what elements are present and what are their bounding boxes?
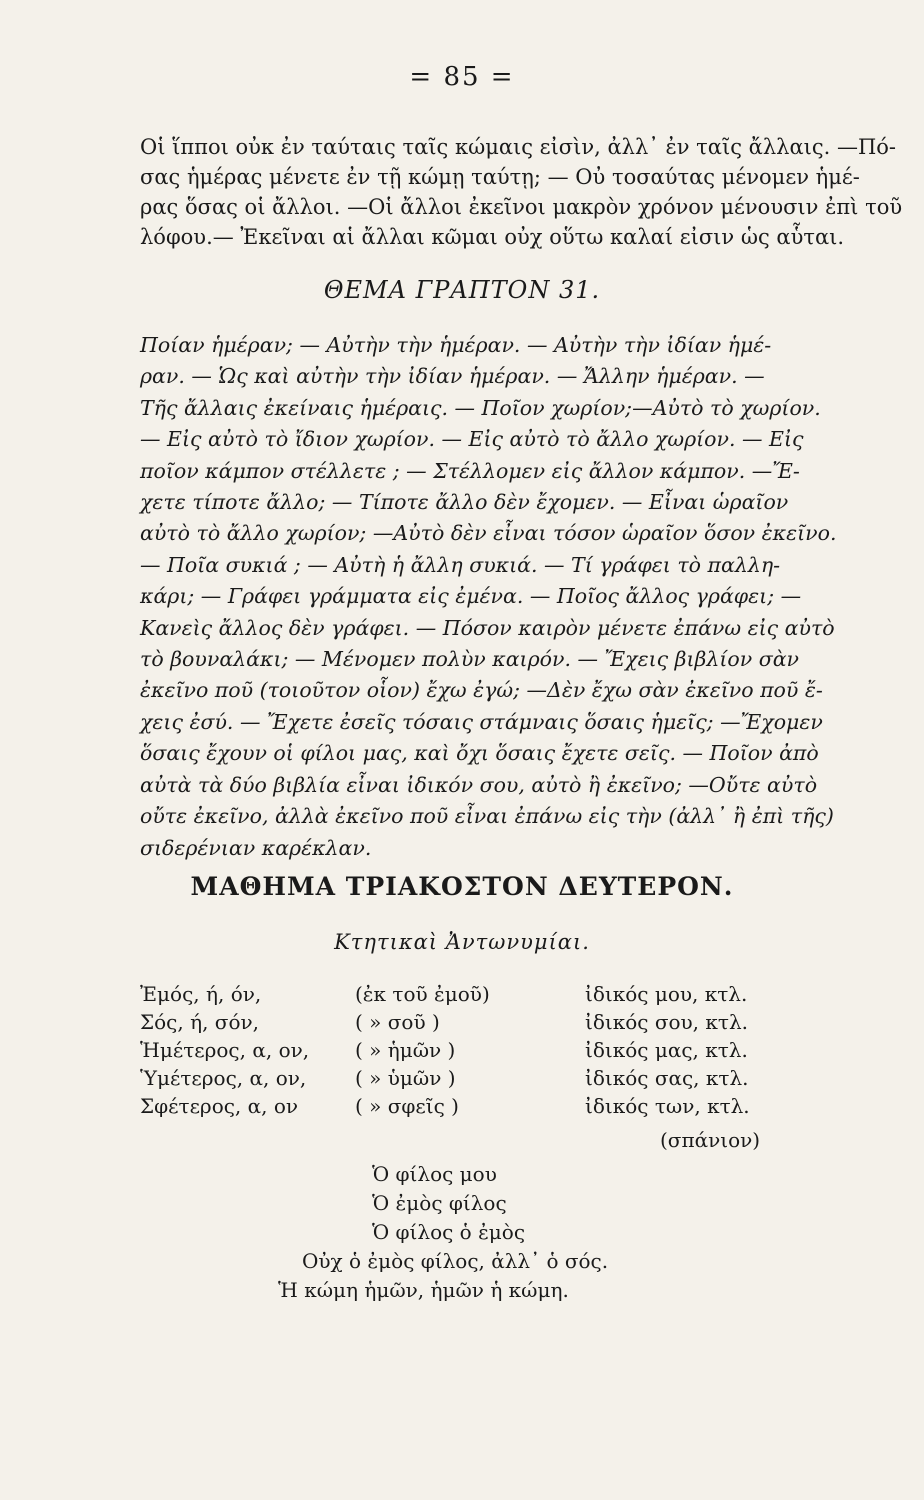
- exercise-line: χετε τίποτε ἄλλο; — Τίποτε ἄλλο δὲν ἔχομεν. — Εἶναι ὡραῖον: [140, 490, 789, 515]
- exercise-paragraph: [140, 330, 837, 864]
- modern-form: ἰδικός μου, κτλ.: [585, 982, 748, 1006]
- intro-paragraph: [140, 132, 903, 252]
- intro-line: σας ἡμέρας μένετε ἐν τῇ κώμῃ ταύτῃ; — Οὐ τοσαύτας μένομεν ἡμέ-: [140, 165, 860, 189]
- exercise-line: — Εἰς αὐτὸ τὸ ἴδιον χωρίον. — Εἰς αὐτὸ τὸ ἄλλο χωρίον. — Εἰς: [140, 427, 804, 452]
- lesson-subtitle: Κτητικαὶ Ἀντωνυμίαι.: [334, 930, 590, 954]
- exercise-line: Ποίαν ἡμέραν; — Αὐτὴν τὴν ἡμέραν. — Αὐτὴν τὴν ἰδίαν ἡμέ-: [140, 333, 772, 357]
- rare-note: (σπάνιον): [660, 1128, 761, 1152]
- intro-line: ρας ὅσας οἱ ἄλλοι. —Οἱ ἄλλοι ἐκεῖνοι μακρὸν χρόνον μένουσιν ἐπὶ τοῦ: [140, 195, 903, 219]
- table-row: [140, 1036, 800, 1064]
- exercise-line: αὐτὰ τὰ δύο βιβλία εἶναι ἰδικόν σου, αὐτὸ ἢ ἐκεῖνο; —Οὔτε αὐτὸ: [140, 772, 818, 797]
- table-row: [140, 1092, 800, 1120]
- exercise-line: ὅσαις ἔχουν οἱ φίλοι μας, καὶ ὄχι ὅσαις ἔχετε σεῖς. — Ποῖον ἀπὸ: [140, 741, 819, 766]
- exercise-line: αὐτὸ τὸ ἄλλο χωρίον; —Αὐτὸ δὲν εἶναι τόσον ὡραῖον ὅσον ἐκεῖνο.: [140, 521, 837, 546]
- exercise-line: ποῖον κάμπον στέλλετε ; — Στέλλομεν εἰς ἄλλον κάμπον. —Ἔ-: [140, 458, 800, 483]
- modern-form: ἰδικός μας, κτλ.: [585, 1038, 748, 1062]
- example-line: Ἡ κώμη ἡμῶν, ἡμῶν ἡ κώμη.: [278, 1278, 569, 1302]
- exercise-heading: ΘΕΜΑ ΓΡΑΠΤΟΝ 31.: [323, 276, 601, 304]
- exercise-line: Κανεὶς ἄλλος δὲν γράφει. — Πόσον καιρὸν μένετε ἐπάνω εἰς αὐτὸ: [140, 615, 835, 640]
- example-line: Ὁ ἐμὸς φίλος: [372, 1191, 507, 1215]
- gloss: ( » ἡμῶν ): [355, 1038, 456, 1062]
- gloss: ( » σοῦ ): [355, 1010, 440, 1034]
- modern-form: ἰδικός σας, κτλ.: [585, 1066, 749, 1090]
- exercise-line: τὸ βουναλάκι; — Μένομεν πολὺν καιρόν. — Ἔχεις βιβλίον σὰν: [140, 647, 800, 672]
- exercise-line: Τῆς ἄλλαις ἐκείναις ἡμέραις. — Ποῖον χωρίον;—Αὐτὸ τὸ χωρίον.: [140, 395, 821, 420]
- pronoun-table: [140, 980, 800, 1120]
- exercise-line: — Ποῖα συκιά ; — Αὐτὴ ἡ ἄλλη συκιά. — Τί γράφει τὸ παλλη-: [140, 552, 781, 577]
- page-number: = 85 =: [409, 62, 515, 92]
- exercise-line: οὔτε ἐκεῖνο, ἀλλὰ ἐκεῖνο ποῦ εἶναι ἐπάνω εἰς τὴν (ἀλλ᾽ ἢ ἐπὶ τῆς): [140, 804, 834, 829]
- intro-line: λόφου.— Ἐκεῖναι αἱ ἄλλαι κῶμαι οὐχ οὕτω καλαί εἰσιν ὡς αὗται.: [140, 225, 845, 249]
- intro-line: Οἱ ἵπποι οὐκ ἐν ταύταις ταῖς κώμαις εἰσὶν, ἀλλ᾽ ἐν ταῖς ἄλλαις. —Πό-: [140, 135, 897, 159]
- example-line: Ὁ φίλος μου: [372, 1162, 497, 1186]
- ancient-form: Σός, ή, σόν,: [140, 1010, 260, 1034]
- example-line: Οὐχ ὁ ἐμὸς φίλος, ἀλλ᾽ ὁ σός.: [302, 1249, 609, 1273]
- exercise-line: ραν. — Ὡς καὶ αὐτὴν τὴν ἰδίαν ἡμέραν. — Ἄλλην ἡμέραν. —: [140, 364, 765, 389]
- exercise-line: κάρι; — Γράφει γράμματα εἰς ἐμένα. — Ποῖος ἄλλος γράφει; —: [140, 584, 802, 609]
- table-row: [140, 980, 800, 1008]
- ancient-form: Ὑμέτερος, α, ον,: [140, 1066, 307, 1090]
- ancient-form: Σφέτερος, α, ον: [140, 1094, 299, 1118]
- gloss: ( » ὑμῶν ): [355, 1066, 456, 1090]
- table-row: [140, 1008, 800, 1036]
- modern-form: ἰδικός των, κτλ.: [585, 1094, 750, 1118]
- table-row: [140, 1064, 800, 1092]
- gloss: ( » σφεῖς ): [355, 1094, 459, 1118]
- ancient-form: Ἐμός, ή, όν,: [140, 982, 262, 1006]
- exercise-line: χεις ἐσύ. — Ἔχετε ἐσεῖς τόσαις στάμναις ὅσαις ἡμεῖς; —Ἔχομεν: [140, 709, 823, 734]
- lesson-title: ΜΑΘΗΜΑ ΤΡΙΑΚΟΣΤΟΝ ΔΕΥΤΕΡΟΝ.: [190, 872, 734, 901]
- gloss: (ἐκ τοῦ ἐμοῦ): [355, 982, 490, 1006]
- modern-form: ἰδικός σου, κτλ.: [585, 1010, 748, 1034]
- exercise-line: σιδερένιαν καρέκλαν.: [140, 835, 372, 860]
- exercise-line: ἐκεῖνο ποῦ (τοιοῦτον οἷον) ἔχω ἐγώ; —Δὲν ἔχω σὰν ἐκεῖνο ποῦ ἔ-: [140, 678, 823, 703]
- example-line: Ὁ φίλος ὁ ἐμὸς: [372, 1220, 526, 1244]
- ancient-form: Ἡμέτερος, α, ον,: [140, 1038, 310, 1062]
